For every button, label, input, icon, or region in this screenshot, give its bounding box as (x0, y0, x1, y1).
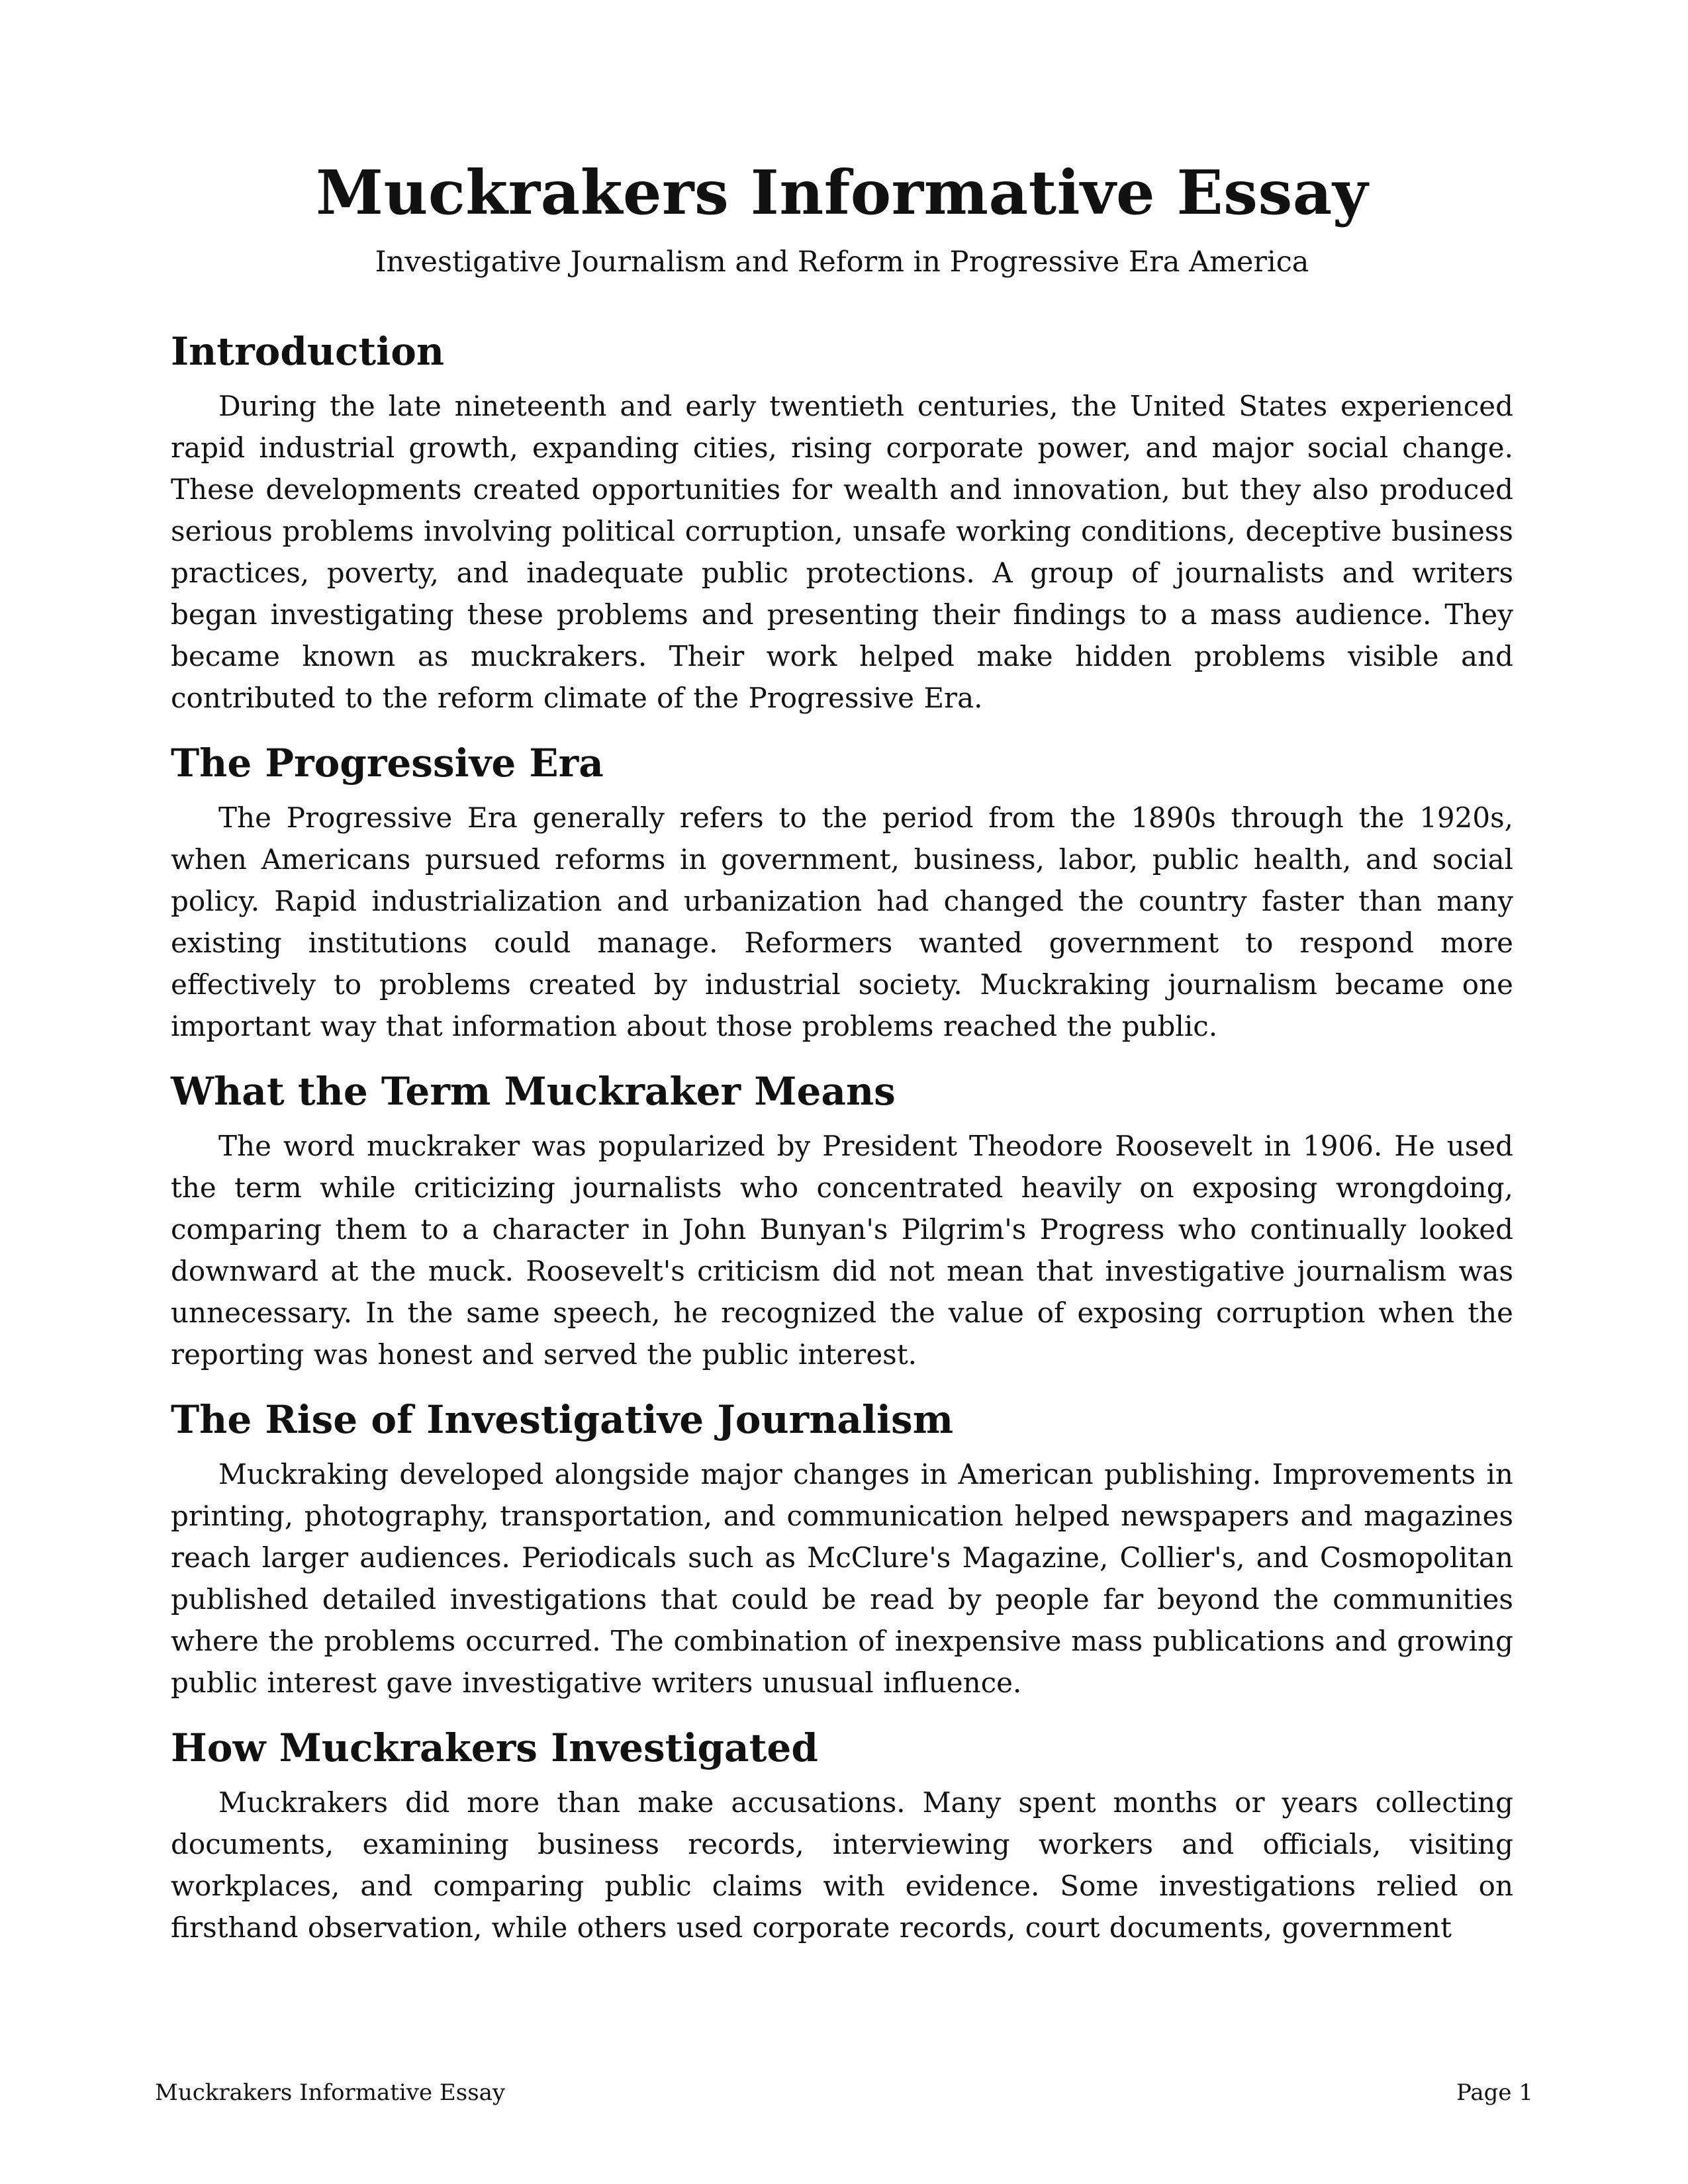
section-paragraph: Muckraking developed alongside major changes in American publishing. Improvements in printing, photography, transportation, and communication helped newspapers and magazines reach larger audiences. Periodicals such as McClure's Magazine, Collier's, and Cosmopolitan published detailed investigations that could be read by people far beyond the communities where the problems occurred. The combination of inexpensive mass publications and growing public interest gave investigative writers unusual influence. (171, 1458, 1513, 1699)
page-title: Muckrakers Informative Essay (316, 157, 1368, 228)
footer-page-number: Page 1 (1456, 2079, 1533, 2106)
section-heading: How Muckrakers Investigated (171, 1725, 818, 1770)
section-heading: The Rise of Investigative Journalism (171, 1397, 954, 1442)
section-paragraph: The Progressive Era generally refers to the period from the 1890s through the 1920s, when Americans pursued reforms in government, business, labor, public health, and social policy. Rapid industrialization and urbanization had changed the country faster than many existing institutions could manage. Reformers wanted government to respond more effectively to problems created by industrial society. Muckraking journalism became one important way that information about those problems reached the public. (171, 801, 1513, 1042)
section-heading: The Progressive Era (171, 741, 604, 786)
section-paragraph: The word muckraker was popularized by President Theodore Roosevelt in 1906. He used the term while criticizing journalists who concentrated heavily on exposing wrongdoing, comparing them to a character in John Bunyan's Pilgrim's Progress who continually looked downward at the muck. Roosevelt's criticism did not mean that investigative journalism was unnecessary. In the same speech, he recognized the value of exposing corruption when the reporting was honest and served the public interest. (171, 1130, 1513, 1371)
section-term-meaning (171, 1068, 1513, 1375)
section-paragraph: During the late nineteenth and early twentieth centuries, the United States experienced rapid industrial growth, expanding cities, rising corporate power, and major social change. These developments created opportunities for wealth and innovation, but they also produced serious problems involving political corruption, unsafe working conditions, deceptive business practices, poverty, and inadequate public protections. A group of journalists and writers began investigating these problems and presenting their findings to a mass audience. They became known as muckrakers. Their work helped make hidden problems visible and contributed to the reform climate of the Progressive Era. (171, 390, 1513, 714)
page-content (171, 156, 1513, 1948)
page-subtitle: Investigative Journalism and Reform in Progressive Era America (375, 246, 1309, 279)
section-heading: Introduction (171, 329, 445, 374)
section-paragraph: Muckrakers did more than make accusations. Many spent months or years collecting documents, examining business records, interviewing workers and officials, visiting workplaces, and comparing public claims with evidence. Some investigations relied on firsthand observation, while others used corporate records, court documents, government (171, 1786, 1513, 1944)
section-heading: What the Term Muckraker Means (171, 1069, 896, 1114)
section-introduction (171, 328, 1513, 719)
section-investigative-journalism (171, 1396, 1513, 1704)
section-how-investigated (171, 1725, 1513, 1948)
page-footer (155, 2078, 1533, 2107)
section-progressive-era (171, 740, 1513, 1047)
footer-document-title: Muckrakers Informative Essay (155, 2079, 506, 2106)
